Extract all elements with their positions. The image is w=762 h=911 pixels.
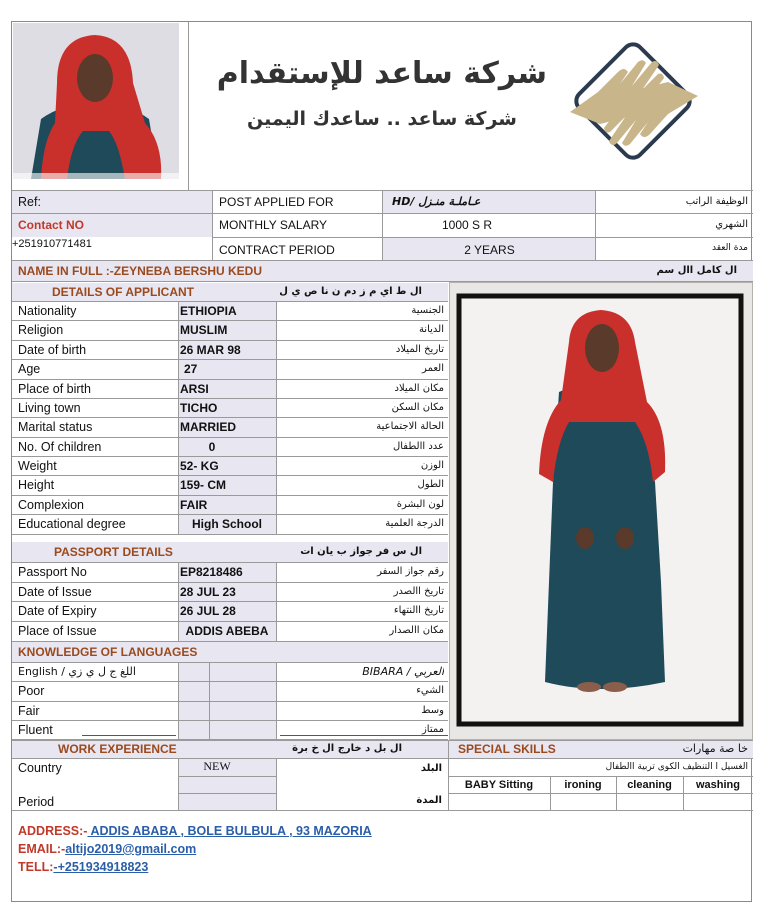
detail-label: Nationality (18, 304, 77, 318)
passport-label-ar: تاريخ االصدر (393, 586, 444, 597)
full-body-photo (449, 282, 753, 740)
skills-title: SPECIAL SKILLS (458, 742, 556, 756)
detail-value: MARRIED (180, 420, 236, 434)
detail-label: Age (18, 362, 41, 376)
company-name: شركة ساعد للإستقدام (217, 56, 547, 91)
passport-label: Passport No (18, 565, 87, 579)
cv-page (11, 21, 752, 902)
passport-value: ADDIS ABEBA (185, 624, 269, 638)
skills-header-ar: الغسيل ا التنظيف الكوى تربية االطفال (605, 762, 748, 772)
country-label-ar: البلد (420, 763, 442, 774)
work-title: WORK EXPERIENCE (58, 742, 177, 756)
work-title-ar: ال بل د خارج ال خ برة (292, 743, 402, 754)
header-photo (13, 23, 179, 179)
full-name: NAME IN FULL :-ZEYNEBA BERSHU KEDU (18, 264, 263, 278)
language-level: Poor (18, 684, 45, 698)
country-value: NEW (203, 759, 231, 773)
detail-label: Date of birth (18, 343, 87, 357)
country-label: Country (18, 761, 62, 775)
detail-label: No. Of children (18, 440, 102, 454)
language-level-ar: وسط (421, 705, 444, 716)
detail-value: ETHIOPIA (180, 304, 237, 318)
passport-label-ar: رقم جواز السفر (377, 566, 444, 577)
detail-label-ar: الطول (417, 479, 444, 490)
skill-item: cleaning (627, 779, 672, 791)
contract-label: CONTRACT PERIOD (219, 243, 335, 257)
skill-item: BABY Sitting (464, 779, 534, 791)
detail-label-ar: الديانة (418, 324, 444, 335)
detail-label: Weight (18, 459, 57, 473)
detail-label-ar: تاريخ الميلاد (395, 344, 444, 355)
email-link[interactable]: altijo2019@gmail.com (65, 842, 197, 856)
detail-label: Educational degree (18, 517, 126, 531)
period-label-ar: المدة (416, 795, 442, 806)
detail-value: FAIR (180, 498, 208, 512)
ref-label: Ref: (18, 195, 41, 209)
detail-value: MUSLIM (180, 323, 228, 337)
passport-title-ar: ال س فر جواز ب يان ات (300, 546, 422, 557)
detail-label-ar: عدد االطفال (392, 441, 444, 452)
details-title-ar: ال ط اي م ز دم ن نا ص ي ل (279, 286, 422, 297)
languages-title: KNOWLEDGE OF LANGUAGES (18, 645, 198, 659)
passport-label: Date of Expiry (18, 604, 97, 618)
detail-label-ar: الحالة الاجتماعية (376, 421, 444, 432)
details-title: DETAILS OF APPLICANT (52, 285, 194, 299)
detail-label: Complexion (18, 498, 85, 512)
detail-value: High School (192, 517, 262, 531)
contract-value: 2 YEARS (464, 243, 515, 257)
detail-label-ar: العمر (422, 363, 444, 374)
arabic-label: BIBARA / العربي (362, 665, 444, 678)
language-level-ar: الشيء (416, 685, 444, 696)
detail-label: Height (18, 478, 55, 492)
skills-title-ar: خا صة مهارات (682, 742, 748, 755)
salary-label: MONTHLY SALARY (219, 218, 328, 232)
detail-label-ar: مكان الميلاد (394, 383, 444, 394)
detail-label-ar: الجنسية (411, 305, 444, 316)
contact-label: Contact NO (18, 218, 84, 232)
passport-value: 28 JUL 23 (180, 585, 236, 599)
language-level: Fluent (18, 723, 53, 737)
skill-item: washing (695, 779, 740, 791)
address-label: ADDRESS:- (18, 824, 88, 838)
language-level: Fair (18, 704, 40, 718)
detail-label: Living town (18, 401, 81, 415)
detail-label-ar: مكان السكن (391, 402, 444, 413)
passport-label-ar: تاريخ االنتهاء (393, 605, 444, 616)
salary-value: 1000 S R (441, 218, 493, 232)
email-label: EMAIL:- (18, 842, 66, 856)
detail-value: 0 (208, 440, 216, 454)
contract-label-ar: مدة العقد (712, 243, 748, 253)
detail-label-ar: الدرجة العلمية (385, 518, 444, 529)
detail-label: Religion (18, 323, 64, 337)
company-slogan: شركة ساعد .. ساعدك اليمين (247, 108, 517, 130)
detail-value: 27 (184, 362, 198, 376)
tel-label: TELL: (18, 860, 54, 874)
passport-label: Place of Issue (18, 624, 97, 638)
detail-value: 159- CM (180, 478, 227, 492)
period-label: Period (18, 795, 55, 809)
full-name-ar: ال كامل اال سم (656, 265, 737, 276)
tel-link[interactable]: -+251934918823 (53, 860, 149, 874)
language-level-ar: ممتاز (421, 724, 444, 735)
detail-label-ar: الوزن (420, 460, 444, 471)
passport-title: PASSPORT DETAILS (54, 545, 173, 559)
detail-value: 26 MAR 98 (180, 343, 241, 357)
post-value: HD/ عـاملـة منـزل (392, 195, 481, 208)
skill-item: ironing (564, 779, 602, 791)
passport-value: EP8218486 (180, 565, 243, 579)
hands-logo-icon (558, 32, 708, 177)
address-value[interactable]: ADDIS ABABA , BOLE BULBULA , 93 MAZORIA (87, 824, 372, 838)
salary-label-ar: الشهري (715, 219, 748, 230)
detail-value: TICHO (180, 401, 218, 415)
detail-label: Marital status (18, 420, 93, 434)
post-label: POST APPLIED FOR (219, 195, 334, 209)
detail-value: ARSI (180, 382, 209, 396)
passport-label: Date of Issue (18, 585, 92, 599)
contact-value: +251910771481 (12, 238, 92, 250)
passport-label-ar: مكان االصدار (389, 625, 444, 636)
detail-label-ar: لون البشرة (396, 499, 444, 510)
detail-value: 52- KG (180, 459, 219, 473)
passport-value: 26 JUL 28 (180, 604, 236, 618)
detail-label: Place of birth (18, 382, 91, 396)
post-label-ar: الوظيفة الراتب (685, 196, 748, 207)
english-label: English / اللغ ج ل ي زي (18, 665, 136, 678)
